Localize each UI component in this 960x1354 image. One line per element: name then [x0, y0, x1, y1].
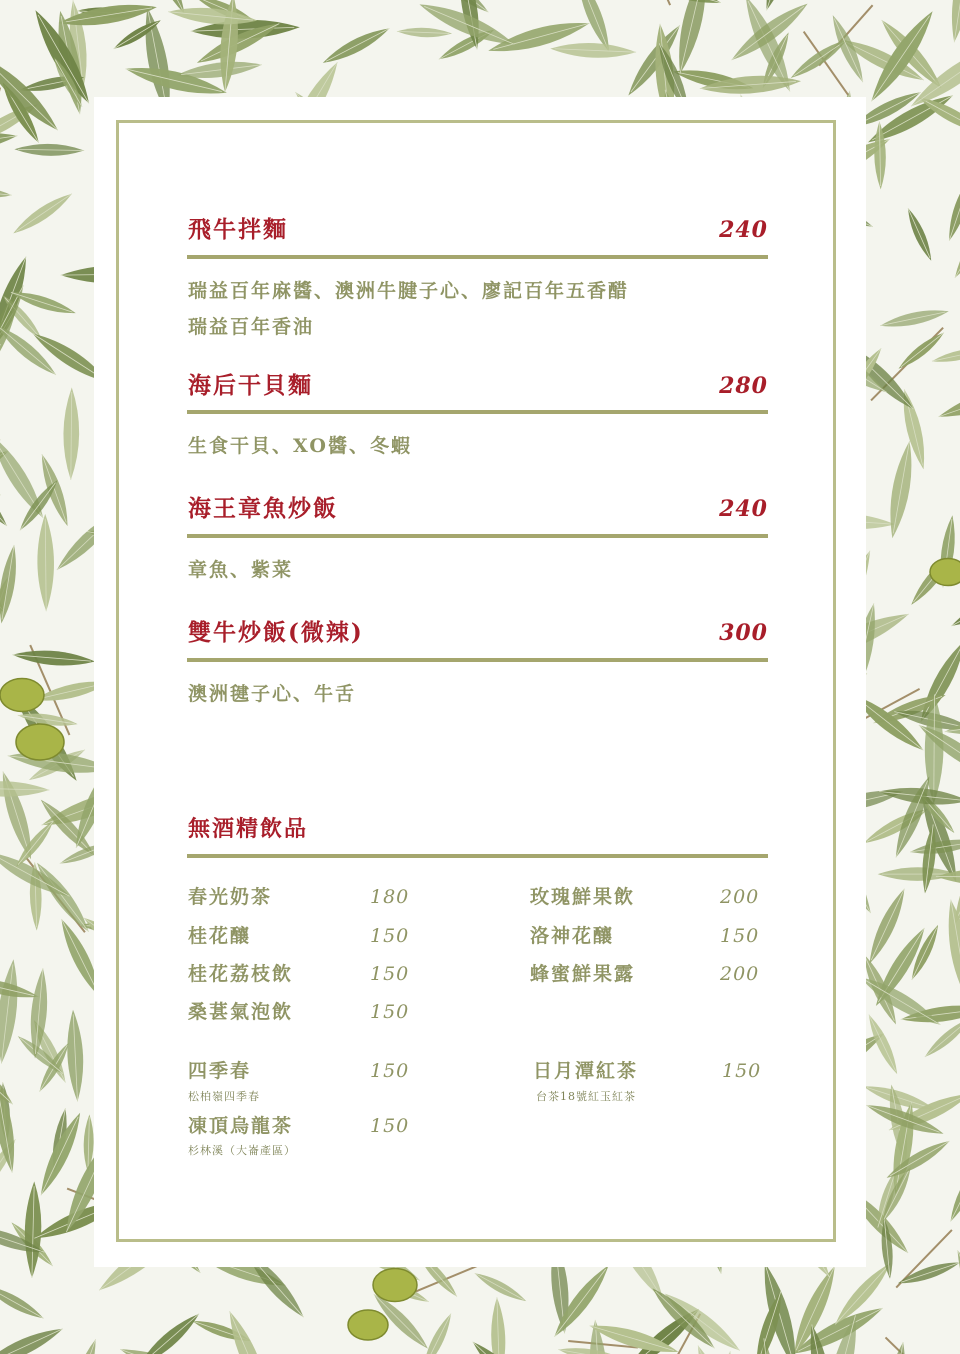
tea-origin: 松柏嶺四季春 — [188, 1090, 260, 1103]
section-title: 無酒精飲品 — [188, 816, 309, 842]
dish-name: 飛牛拌麵 — [188, 216, 288, 243]
tea-origin: 台茶18號紅玉紅茶 — [536, 1090, 636, 1103]
divider — [187, 255, 768, 259]
drink-name: 玫瑰鮮果飲 — [530, 886, 636, 908]
drink-price: 200 — [720, 963, 760, 985]
divider — [187, 854, 768, 858]
tea-name: 四季春 — [188, 1060, 252, 1082]
drink-price: 180 — [370, 886, 410, 908]
drink-name: 桑葚氣泡飲 — [188, 1001, 294, 1023]
drink-price: 150 — [370, 925, 410, 947]
drink-price: 150 — [370, 963, 410, 985]
dish-name: 海后干貝麵 — [188, 372, 313, 399]
dish-price: 240 — [719, 217, 768, 243]
divider — [187, 658, 768, 662]
dish-name: 雙牛炒飯(微辣) — [188, 619, 364, 646]
dish-description: 生食干貝、XO醬、冬蝦 — [188, 435, 412, 457]
drink-name: 蜂蜜鮮果露 — [530, 963, 636, 985]
drink-name: 桂花荔枝飲 — [188, 963, 294, 985]
drink-name: 春光奶茶 — [188, 886, 273, 908]
tea-name: 凍頂烏龍茶 — [188, 1115, 294, 1137]
tea-name: 日月潭紅茶 — [533, 1060, 639, 1082]
tea-price: 150 — [722, 1060, 762, 1082]
drink-price: 150 — [370, 1001, 410, 1023]
drink-name: 洛神花釀 — [530, 925, 615, 947]
tea-price: 150 — [370, 1115, 410, 1137]
drink-price: 150 — [720, 925, 760, 947]
drink-name: 桂花釀 — [188, 925, 252, 947]
dish-price: 240 — [719, 496, 768, 522]
dish-description: 章魚、紫菜 — [188, 559, 294, 581]
tea-origin: 杉林溪（大崙產區） — [188, 1144, 296, 1157]
dish-description: 瑞益百年香油 — [188, 316, 315, 338]
dish-description: 澳洲毽子心、牛舌 — [188, 683, 357, 705]
dish-price: 280 — [719, 373, 768, 399]
dish-price: 300 — [719, 620, 768, 646]
dish-name: 海王章魚炒飯 — [188, 495, 338, 522]
tea-price: 150 — [370, 1060, 410, 1082]
drink-price: 200 — [720, 886, 760, 908]
divider — [187, 534, 768, 538]
divider — [187, 410, 768, 414]
dish-description: 瑞益百年麻醬、澳洲牛腱子心、廖記百年五香醋 — [188, 280, 630, 302]
